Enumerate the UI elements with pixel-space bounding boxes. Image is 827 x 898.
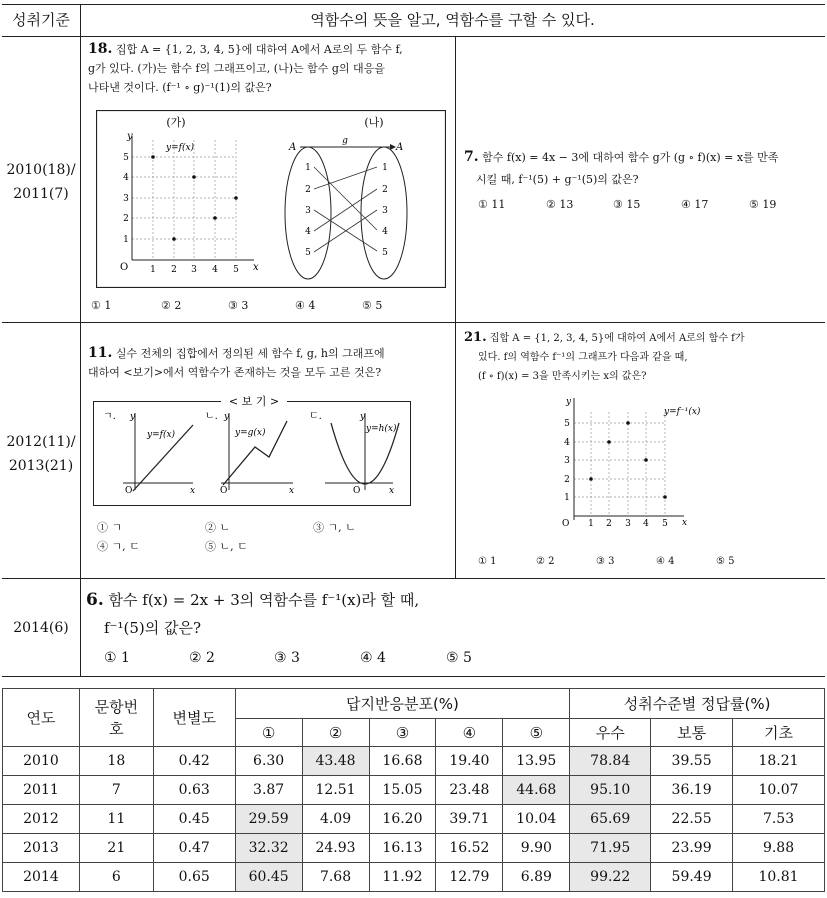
sub-choice-3: ③: [369, 719, 436, 747]
question-21-line3: (f ∘ f)(x) = 3을 만족시키는 x의 값은?: [478, 371, 647, 382]
table-cell: 16.68: [369, 747, 436, 776]
bogi-item-2: ㄴ.: [205, 411, 218, 422]
question-18-choices: [91, 296, 451, 315]
svg-text:y: y: [130, 412, 136, 422]
choice-1[interactable]: ① 11: [478, 198, 506, 211]
question-21-number: 21.: [464, 330, 487, 345]
table-cell: 16.13: [369, 834, 436, 863]
question-7-line1: 함수 f(x) = 4x − 3에 대하여 함수 g가 (g ∘ f)(x) = x를 만족: [482, 151, 779, 164]
table-row: [3, 776, 825, 805]
bogi-item-1: ㄱ.: [103, 411, 116, 422]
table-cell: 10.81: [733, 863, 825, 892]
svg-text:x: x: [682, 518, 688, 528]
table-row: [3, 863, 825, 892]
svg-text:2: 2: [382, 185, 388, 195]
col-year: 연도: [3, 689, 80, 747]
table-cell: 0.42: [153, 747, 235, 776]
choice-3[interactable]: ③ 3: [596, 556, 615, 567]
svg-text:x: x: [289, 486, 295, 496]
table-row: [3, 805, 825, 834]
question-11-line1: 실수 전체의 집합에서 정의된 세 함수 f, g, h의 그래프에: [115, 347, 385, 360]
svg-text:2: 2: [305, 185, 311, 195]
svg-text:5: 5: [305, 248, 311, 258]
svg-text:4: 4: [564, 438, 570, 448]
svg-text:y: y: [127, 131, 133, 142]
table-cell: 95.10: [570, 776, 651, 805]
choice-3[interactable]: ③ ㄱ, ㄴ: [313, 521, 356, 534]
question-18-line3: 나타낸 것이다. (f⁻¹ ∘ g)⁻¹(1)의 값은?: [88, 81, 272, 94]
svg-text:O: O: [562, 519, 570, 528]
choice-4[interactable]: ④ ㄱ, ㄷ: [97, 540, 140, 553]
choice-2[interactable]: ② 13: [546, 198, 574, 211]
table-cell: 12.79: [436, 863, 503, 892]
table-cell: 13.95: [503, 747, 570, 776]
choice-2[interactable]: ② 2: [536, 556, 555, 567]
svg-text:y: y: [224, 412, 230, 422]
figure-na-label: (나): [364, 116, 384, 129]
choice-4[interactable]: ④ 17: [681, 198, 709, 211]
svg-text:4: 4: [212, 265, 218, 275]
svg-text:y: y: [566, 397, 572, 407]
choice-5[interactable]: ⑤ ㄴ, ㄷ: [205, 540, 248, 553]
bogi-item-3: ㄷ.: [309, 411, 322, 422]
svg-text:y: y: [360, 412, 366, 422]
svg-text:O: O: [353, 486, 361, 496]
svg-text:5: 5: [662, 519, 668, 528]
choice-3[interactable]: ③ 15: [613, 198, 641, 211]
col-distribution: 답지반응분포(%): [235, 689, 570, 719]
finv-label: y=f⁻¹(x): [664, 407, 701, 417]
table-cell: 2013: [3, 834, 80, 863]
sub-choice-2: ②: [302, 719, 369, 747]
question-21-line2: 있다. f의 역함수 f⁻¹의 그래프가 다음과 같을 때,: [478, 352, 688, 363]
table-cell: 2014: [3, 863, 80, 892]
table-cell: 10.04: [503, 805, 570, 834]
choice-4[interactable]: ④ 4: [295, 299, 316, 312]
table-cell: 71.95: [570, 834, 651, 863]
g-graph-label: y=g(x): [235, 428, 266, 438]
choice-1[interactable]: ① 1: [478, 556, 497, 567]
table-cell: 2012: [3, 805, 80, 834]
f-graph-label: y=f(x): [147, 430, 176, 440]
svg-text:1: 1: [150, 265, 156, 275]
question-6-line2: f⁻¹(5)의 값은?: [104, 619, 202, 637]
question-11-number: 11.: [88, 345, 113, 361]
table-cell: 29.59: [235, 805, 302, 834]
question-21-line1: 집합 A = {1, 2, 3, 4, 5}에 대하여 A에서 A로의 함수 f가: [489, 333, 745, 344]
sub-mid: 보통: [651, 719, 733, 747]
choice-2[interactable]: ② ㄴ: [205, 521, 231, 534]
standard-text: 역함수의 뜻을 알고, 역함수를 구할 수 있다.: [310, 11, 595, 29]
svg-text:O: O: [125, 486, 133, 496]
table-cell: 3.87: [235, 776, 302, 805]
table-cell: 16.20: [369, 805, 436, 834]
question-6: [86, 586, 686, 642]
question-6-line1: 함수 f(x) = 2x + 3의 역함수를 f⁻¹(x)라 할 때,: [108, 591, 420, 609]
question-11-choices-row1: [97, 518, 427, 537]
svg-text:3: 3: [382, 206, 388, 216]
choice-1[interactable]: ① 1: [104, 650, 130, 666]
question-11-choices-row2: [97, 537, 427, 556]
choice-5[interactable]: ⑤ 5: [362, 299, 383, 312]
table-cell: 59.49: [651, 863, 733, 892]
choice-2[interactable]: ② 2: [189, 650, 215, 666]
table-cell: 36.19: [651, 776, 733, 805]
statistics-table: [2, 688, 825, 892]
svg-text:2: 2: [123, 214, 129, 224]
table-cell: 78.84: [570, 747, 651, 776]
label-column-divider: [80, 4, 81, 676]
table-cell: 21: [79, 834, 153, 863]
table-cell: 22.55: [651, 805, 733, 834]
table-cell: 6.30: [235, 747, 302, 776]
table-cell: 39.55: [651, 747, 733, 776]
svg-text:5: 5: [233, 265, 239, 275]
frame-top: [2, 4, 825, 5]
question-7-choices: [478, 195, 823, 214]
svg-text:A: A: [396, 142, 404, 153]
svg-text:1: 1: [382, 163, 388, 173]
table-cell: 32.32: [235, 834, 302, 863]
table-cell: 2011: [3, 776, 80, 805]
question-21-choices: [478, 556, 818, 567]
svg-text:1: 1: [305, 163, 311, 173]
table-cell: 12.51: [302, 776, 369, 805]
table-cell: 44.68: [503, 776, 570, 805]
figure-ga-label: (가): [166, 116, 186, 129]
question-18-figure: [96, 110, 446, 288]
svg-text:4: 4: [305, 227, 311, 237]
question-18-line1: 집합 A = {1, 2, 3, 4, 5}에 대하여 A에서 A로의 두 함수 f,: [115, 43, 403, 56]
question-11-bogi-box: [93, 395, 411, 507]
table-row: [3, 747, 825, 776]
header-divider: [2, 36, 825, 37]
svg-text:3: 3: [625, 519, 631, 528]
svg-text:3: 3: [564, 456, 570, 466]
question-11: [88, 344, 453, 382]
question-21: [464, 328, 824, 386]
table-cell: 19.40: [436, 747, 503, 776]
svg-text:3: 3: [191, 265, 197, 275]
table-cell: 10.07: [733, 776, 825, 805]
bogi-title: < 보 기 >: [228, 395, 280, 408]
table-cell: 99.22: [570, 863, 651, 892]
table-cell: 9.88: [733, 834, 825, 863]
table-cell: 6.89: [503, 863, 570, 892]
svg-text:2: 2: [564, 475, 570, 485]
question-7-number: 7.: [464, 149, 479, 165]
table-cell: 16.52: [436, 834, 503, 863]
table-cell: 7.68: [302, 863, 369, 892]
svg-text:4: 4: [643, 519, 649, 528]
col-discrimination: 변별도: [153, 689, 235, 747]
svg-text:1: 1: [123, 235, 129, 245]
question-7-line2: 시킬 때, f⁻¹(5) + g⁻¹(5)의 값은?: [476, 173, 639, 186]
col-item: 문항번호: [79, 689, 153, 747]
question-7: [464, 146, 824, 191]
table-cell: 18: [79, 747, 153, 776]
table-cell: 2010: [3, 747, 80, 776]
table-cell: 0.45: [153, 805, 235, 834]
table-cell: 18.21: [733, 747, 825, 776]
sub-high: 우수: [570, 719, 651, 747]
svg-text:4: 4: [123, 173, 129, 183]
choice-5[interactable]: ⑤ 5: [446, 650, 472, 666]
table-cell: 4.09: [302, 805, 369, 834]
choice-4[interactable]: ④ 4: [360, 650, 386, 666]
table-cell: 0.47: [153, 834, 235, 863]
choice-5[interactable]: ⑤ 19: [749, 198, 777, 211]
question-21-graph: [556, 392, 716, 528]
question-6-choices: [104, 650, 604, 666]
choice-3[interactable]: ③ 3: [274, 650, 300, 666]
question-18: [88, 40, 453, 97]
svg-text:x: x: [253, 262, 259, 273]
choice-1[interactable]: ① ㄱ: [97, 521, 123, 534]
choice-5[interactable]: ⑤ 5: [716, 556, 735, 567]
sub-choice-5: ⑤: [503, 719, 570, 747]
svg-text:O: O: [120, 262, 129, 273]
year-label-row2: 2012(11)/2013(21): [6, 434, 76, 474]
table-cell: 60.45: [235, 863, 302, 892]
table-cell: 39.71: [436, 805, 503, 834]
table-cell: 11: [79, 805, 153, 834]
table-cell: 23.48: [436, 776, 503, 805]
question-11-line2: 대하여 <보기>에서 역함수가 존재하는 것을 모두 고른 것은?: [88, 366, 382, 379]
table-cell: 24.93: [302, 834, 369, 863]
svg-text:1: 1: [564, 493, 570, 503]
table-cell: 0.63: [153, 776, 235, 805]
svg-text:A: A: [289, 142, 297, 153]
table-cell: 7.53: [733, 805, 825, 834]
table-cell: 9.90: [503, 834, 570, 863]
sub-choice-4: ④: [436, 719, 503, 747]
table-cell: 15.05: [369, 776, 436, 805]
svg-text:2: 2: [171, 265, 177, 275]
year-label-row1: 2010(18)/2011(7): [6, 162, 76, 202]
row1-divider: [2, 322, 825, 323]
standard-label: 성취기준: [12, 11, 70, 29]
table-cell: 65.69: [570, 805, 651, 834]
choice-2[interactable]: ② 2: [161, 299, 182, 312]
table-row: [3, 834, 825, 863]
choice-1[interactable]: ① 1: [91, 299, 112, 312]
svg-text:x: x: [389, 486, 395, 496]
row2-divider: [2, 578, 825, 579]
svg-text:3: 3: [305, 206, 311, 216]
svg-text:g: g: [342, 136, 348, 146]
frame-bottom: [2, 676, 825, 677]
question-column-divider: [455, 36, 456, 578]
table-cell: 23.99: [651, 834, 733, 863]
table-cell: 0.65: [153, 863, 235, 892]
svg-text:1: 1: [588, 519, 594, 528]
table-cell: 43.48: [302, 747, 369, 776]
fx-label: y=f(x): [166, 143, 195, 153]
question-6-number: 6.: [86, 590, 104, 610]
table-cell: 7: [79, 776, 153, 805]
svg-text:4: 4: [382, 227, 388, 237]
choice-3[interactable]: ③ 3: [228, 299, 249, 312]
svg-text:2: 2: [606, 519, 612, 528]
sub-choice-1: ①: [235, 719, 302, 747]
h-graph-label: y=h(x): [366, 424, 397, 434]
choice-4[interactable]: ④ 4: [656, 556, 675, 567]
svg-text:3: 3: [123, 194, 129, 204]
svg-text:x: x: [190, 486, 196, 496]
sub-basic: 기초: [733, 719, 825, 747]
col-accuracy: 성취수준별 정답률(%): [570, 689, 825, 719]
svg-text:O: O: [220, 486, 228, 496]
table-cell: 11.92: [369, 863, 436, 892]
table-cell: 6: [79, 863, 153, 892]
question-18-number: 18.: [88, 41, 113, 57]
svg-text:5: 5: [123, 153, 129, 163]
year-label-row3: 2014(6): [13, 620, 69, 636]
question-18-line2: g가 있다. (가)는 함수 f의 그래프이고, (나)는 함수 g의 대응을: [88, 62, 385, 75]
svg-text:5: 5: [382, 248, 388, 258]
svg-text:5: 5: [564, 419, 570, 429]
